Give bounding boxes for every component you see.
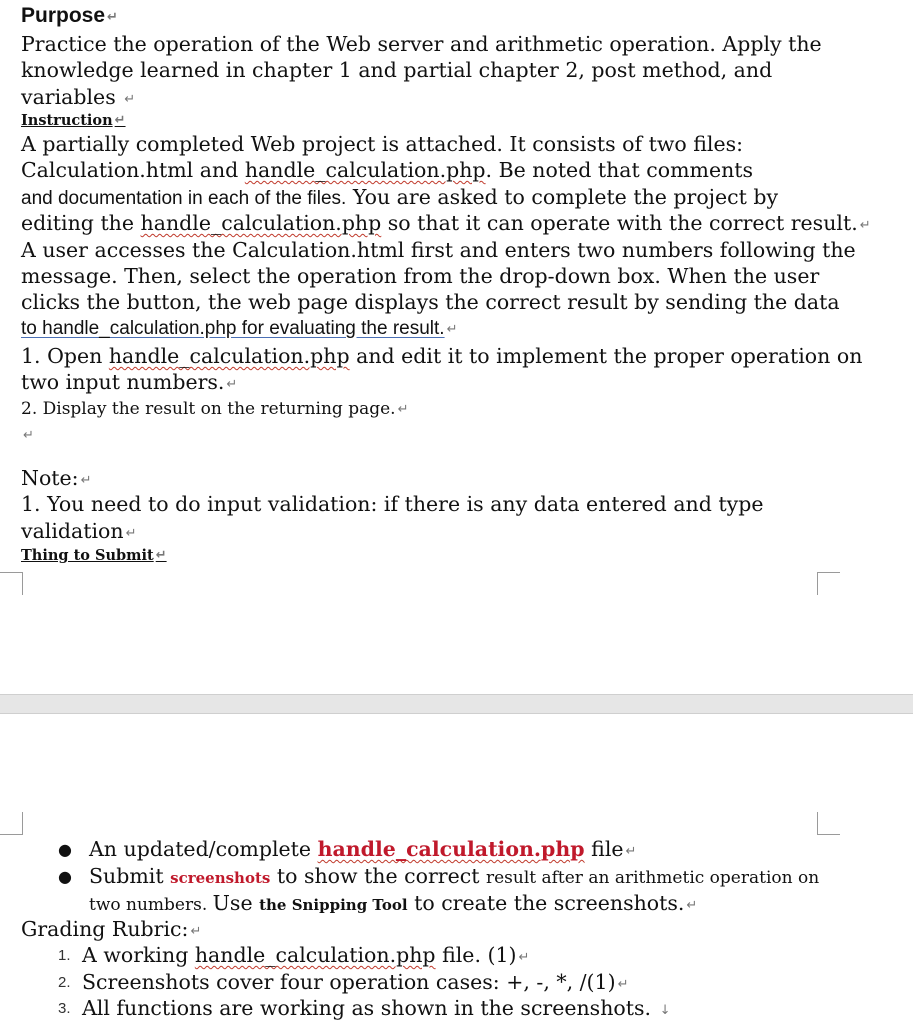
purpose-text-line-3: variables ↵ [21, 85, 136, 109]
instruction-line-8: to handle_calculation.php for evaluating the result. ↵ [21, 318, 458, 339]
purpose-heading: Purpose ↵ [21, 4, 118, 27]
rubric-item-3-number: 3. [58, 1000, 71, 1017]
crop-mark-bottom-left [0, 812, 23, 835]
rubric-item-2-number: 2. [58, 974, 71, 991]
filename-handle-calculation: handle_calculation.php [244, 158, 486, 182]
instruction-line-1: A partially completed Web project is attached. It consists of two files: [21, 132, 744, 156]
step-1-line-2: two input numbers. ↵ [21, 370, 238, 394]
rubric-item-2: Screenshots cover four operation cases: +, -, *, /(1) ↵ [82, 970, 629, 994]
page-break-gap [0, 694, 913, 714]
purpose-text-line-2: knowledge learned in chapter 1 and partial chapter 2, post method, and [21, 58, 773, 82]
instruction-line-5: A user accesses the Calculation.html first and enters two numbers following the [21, 238, 856, 262]
instruction-line-3: and documentation in each of the files. You are asked to complete the project by [21, 185, 779, 209]
bullet-dot: ● [58, 867, 72, 886]
rubric-item-1-number: 1. [58, 947, 71, 964]
instruction-heading: Instruction ↵ [21, 112, 126, 129]
note-line-2: validation ↵ [21, 519, 137, 543]
step-1-line-1: 1. Open handle_calculation.php and edit it to implement the proper operation on [21, 344, 863, 368]
step-2: 2. Display the result on the returning page. ↵ [21, 399, 409, 419]
instruction-line-6: message. Then, select the operation from the drop-down box. When the user [21, 264, 820, 288]
submit-item-1: An updated/complete handle_calculation.php file ↵ [89, 837, 637, 861]
crop-mark-bottom-right [817, 812, 840, 835]
note-label: Note: ↵ [21, 466, 92, 490]
instruction-line-4: editing the handle_calculation.php so that it can operate with the correct result. ↵ [21, 211, 871, 235]
bullet-dot: ● [58, 840, 72, 859]
filename-handle-calculation: handle_calculation.php [108, 344, 350, 368]
purpose-text-line-1: Practice the operation of the Web server and arithmetic operation. Apply the [21, 32, 822, 56]
submit-item-2-line-2: two numbers. Use the Snipping Tool to create the screenshots. ↵ [89, 891, 698, 915]
rubric-item-1: A working handle_calculation.php file. (1) ↵ [82, 943, 530, 967]
filename-handle-calculation: handle_calculation.php [194, 943, 436, 967]
empty-paragraph-mark: ↵ [23, 428, 34, 443]
rubric-item-3: All functions are working as shown in the screenshots. ↓ [82, 996, 671, 1020]
instruction-line-7: clicks the button, the web page displays the correct result by sending the data [21, 290, 840, 314]
filename-handle-calculation: handle_calculation.php [317, 837, 585, 861]
rubric-heading: Grading Rubric: ↵ [21, 917, 202, 941]
crop-mark-top-right [817, 572, 840, 595]
submit-item-2-line-1: Submit screenshots to show the correct result after an arithmetic operation on [89, 864, 820, 888]
submit-heading: Thing to Submit ↵ [21, 547, 167, 564]
filename-handle-calculation: handle_calculation.php [140, 211, 382, 235]
crop-mark-top-left [0, 572, 23, 595]
note-line-1: 1. You need to do input validation: if there is any data entered and type [21, 492, 764, 516]
instruction-line-2: Calculation.html and handle_calculation.php. Be noted that comments [21, 158, 754, 182]
